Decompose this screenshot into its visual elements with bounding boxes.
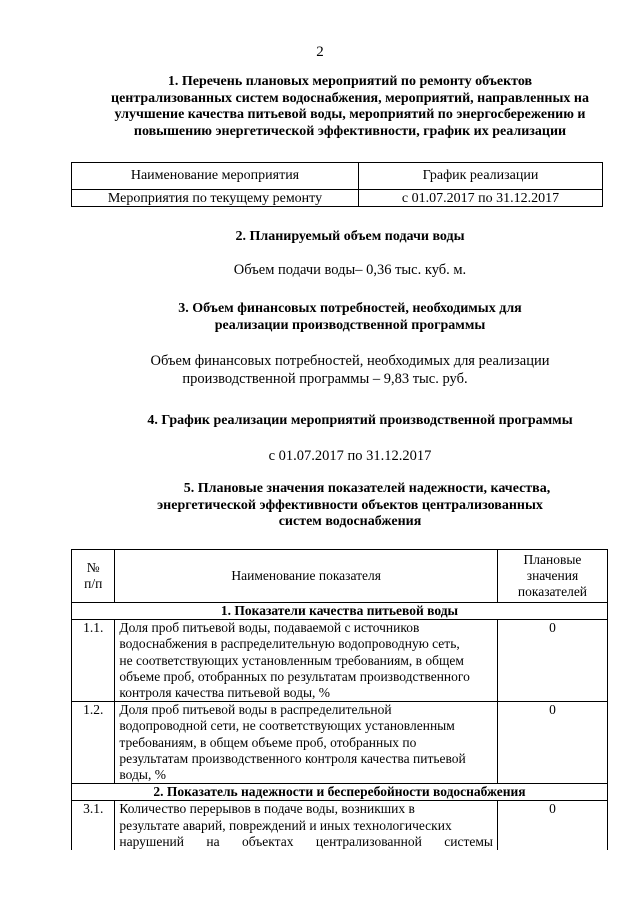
text-line: Объем финансовых потребностей, необходимых для реализации	[150, 353, 550, 369]
heading-line: 3. Объем финансовых потребностей, необходимых для	[178, 301, 522, 316]
header-line: значения	[526, 567, 579, 583]
water-volume-text: Объем подачи воды– 0,36 тыс. куб. м.	[233, 262, 467, 278]
indicator-value: 0	[497, 702, 607, 784]
text-line: требованиям, в общем объеме проб, отобранных по	[119, 734, 417, 750]
table-group-row	[72, 784, 608, 801]
table-cell: с 01.07.2017 по 31.12.2017	[359, 190, 603, 207]
section-3-heading	[60, 301, 640, 334]
heading-line: централизованных систем водоснабжения, мероприятий, направленных на	[111, 90, 589, 106]
column-header-name: Наименование показателя	[115, 550, 498, 603]
text-line: контроля качества питьевой воды, %	[119, 685, 331, 701]
section-2-heading: 2. Планируемый объем подачи воды	[235, 229, 465, 244]
indicator-value: 0	[497, 620, 607, 702]
indicator-name	[115, 620, 498, 702]
group-title: 2. Показатель надежности и бесперебойности водоснабжения	[72, 784, 608, 801]
indicator-name	[115, 702, 498, 784]
column-header-value	[497, 550, 607, 603]
table-row	[72, 620, 608, 702]
column-header: График реализации	[359, 163, 603, 190]
text-line: объеме проб, отобранных по результатам производственного	[119, 668, 470, 684]
heading-line: реализации производственной программы	[214, 317, 486, 333]
header-line: п/п	[84, 576, 103, 591]
section-5-heading	[60, 481, 640, 531]
table-header-row	[72, 163, 603, 190]
heading-line: энергетической эффективности объектов централизованных	[157, 497, 543, 513]
section-1-heading	[60, 74, 640, 140]
column-header: Наименование мероприятия	[72, 163, 359, 190]
header-line: Плановые	[523, 551, 582, 567]
indicator-name	[115, 801, 498, 850]
text-line: результате аварий, повреждений и иных технологических	[119, 817, 452, 833]
indicators-table	[71, 549, 608, 850]
table-cell: Мероприятия по текущему ремонту	[72, 190, 359, 207]
section-4-heading: 4. График реализации мероприятий производственной программы	[147, 413, 573, 428]
heading-line: 5. Плановые значения показателей надежности, качества,	[183, 481, 551, 496]
heading-line: 1. Перечень плановых мероприятий по ремонту объектов	[167, 74, 533, 89]
text-line: водоснабжения в распределительную водопроводную сеть,	[119, 636, 460, 652]
column-header-number	[72, 550, 115, 603]
row-number: 1.1.	[72, 620, 115, 702]
text-line: результатам производственного контроля качества питьевой	[119, 750, 466, 766]
financial-needs-text	[60, 352, 640, 388]
page-number: 2	[316, 44, 324, 60]
table-group-row	[72, 603, 608, 620]
text-line: не соответствующих установленным требованиям, в общем	[119, 652, 464, 668]
table-header-row	[72, 550, 608, 603]
text-line: производственной программы – 9,83 тыс. руб.	[182, 371, 468, 387]
table-row	[72, 702, 608, 784]
text-line: Доля проб питьевой воды в распределительной	[119, 702, 392, 718]
heading-line: систем водоснабжения	[278, 514, 422, 529]
activities-table	[71, 162, 603, 207]
header-line: показателей	[517, 584, 588, 600]
row-number: 3.1.	[72, 801, 115, 850]
header-line: №	[86, 559, 100, 575]
text-line: Количество перерывов в подаче воды, возникших в	[119, 801, 415, 817]
heading-line: повышению энергетической эффективности, график их реализации	[133, 123, 567, 139]
text-line: Доля проб питьевой воды, подаваемой с источников	[119, 620, 420, 636]
table-row	[72, 190, 603, 207]
row-number: 1.2.	[72, 702, 115, 784]
group-title: 1. Показатели качества питьевой воды	[72, 603, 608, 620]
text-line: нарушений на объектах централизованной системы	[119, 833, 493, 849]
text-line: воды, %	[119, 767, 166, 783]
indicator-value: 0	[497, 801, 607, 850]
schedule-text: с 01.07.2017 по 31.12.2017	[268, 448, 432, 464]
heading-line: улучшение качества питьевой воды, мероприятий по энергосбережению и	[114, 107, 586, 122]
table-row	[72, 801, 608, 850]
text-line: водопроводной сети, не соответствующих установленным	[119, 718, 455, 734]
